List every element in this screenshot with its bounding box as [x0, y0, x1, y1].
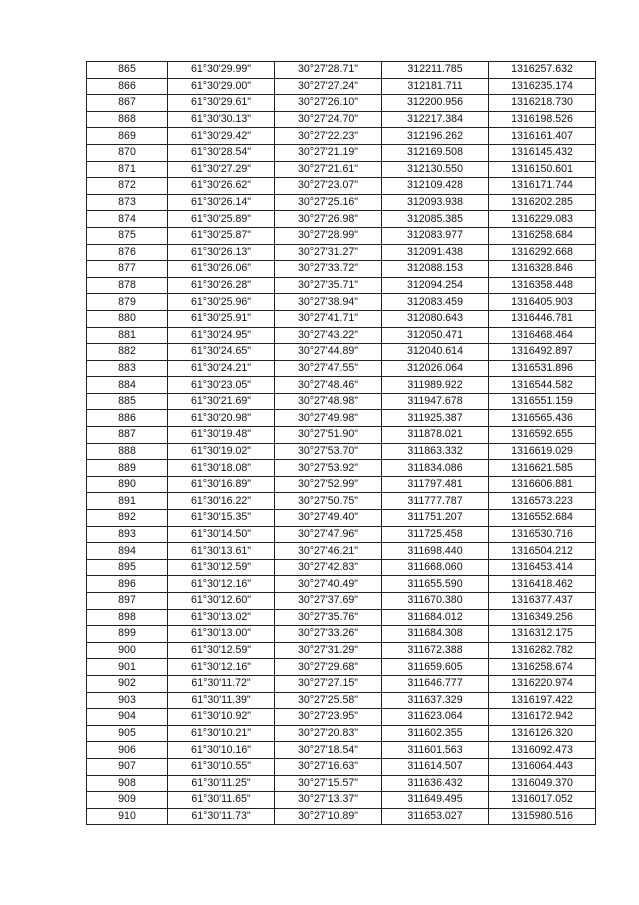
point-number-cell: 874 — [87, 211, 168, 228]
longitude-cell: 30°27'48.98" — [275, 393, 382, 410]
point-number-cell: 876 — [87, 244, 168, 261]
point-number-cell: 902 — [87, 675, 168, 692]
latitude-cell: 61°30'21.69" — [168, 393, 275, 410]
point-number-cell: 891 — [87, 493, 168, 510]
latitude-cell: 61°30'12.59" — [168, 559, 275, 576]
latitude-cell: 61°30'11.65" — [168, 792, 275, 809]
longitude-cell: 30°27'43.22" — [275, 327, 382, 344]
latitude-cell: 61°30'26.13" — [168, 244, 275, 261]
x-coordinate-cell: 312200.956 — [382, 95, 489, 112]
point-number-cell: 865 — [87, 62, 168, 79]
y-coordinate-cell: 1316257.632 — [489, 62, 596, 79]
x-coordinate-cell: 311947.678 — [382, 393, 489, 410]
y-coordinate-cell: 1316292.668 — [489, 244, 596, 261]
point-number-cell: 893 — [87, 526, 168, 543]
table-row — [87, 227, 596, 244]
longitude-cell: 30°27'38.94" — [275, 294, 382, 311]
y-coordinate-cell: 1316126.320 — [489, 725, 596, 742]
y-coordinate-cell: 1316530.716 — [489, 526, 596, 543]
x-coordinate-cell: 312094.254 — [382, 277, 489, 294]
longitude-cell: 30°27'13.37" — [275, 792, 382, 809]
longitude-cell: 30°27'48.46" — [275, 377, 382, 394]
y-coordinate-cell: 1316171.744 — [489, 178, 596, 195]
longitude-cell: 30°27'33.72" — [275, 261, 382, 278]
latitude-cell: 61°30'16.89" — [168, 476, 275, 493]
y-coordinate-cell: 1316235.174 — [489, 78, 596, 95]
point-number-cell: 873 — [87, 194, 168, 211]
latitude-cell: 61°30'29.61" — [168, 95, 275, 112]
y-coordinate-cell: 1316531.896 — [489, 360, 596, 377]
table-row — [87, 344, 596, 361]
y-coordinate-cell: 1316358.448 — [489, 277, 596, 294]
latitude-cell: 61°30'12.59" — [168, 642, 275, 659]
point-number-cell: 867 — [87, 95, 168, 112]
x-coordinate-cell: 311649.495 — [382, 792, 489, 809]
latitude-cell: 61°30'29.42" — [168, 128, 275, 145]
longitude-cell: 30°27'21.61" — [275, 161, 382, 178]
longitude-cell: 30°27'26.98" — [275, 211, 382, 228]
latitude-cell: 61°30'15.35" — [168, 510, 275, 527]
longitude-cell: 30°27'51.90" — [275, 427, 382, 444]
x-coordinate-cell: 312091.438 — [382, 244, 489, 261]
latitude-cell: 61°30'13.02" — [168, 609, 275, 626]
longitude-cell: 30°27'41.71" — [275, 310, 382, 327]
table-row — [87, 510, 596, 527]
point-number-cell: 895 — [87, 559, 168, 576]
x-coordinate-cell: 312050.471 — [382, 327, 489, 344]
table-row — [87, 393, 596, 410]
y-coordinate-cell: 1316453.414 — [489, 559, 596, 576]
latitude-cell: 61°30'10.55" — [168, 758, 275, 775]
table-row — [87, 360, 596, 377]
point-number-cell: 909 — [87, 792, 168, 809]
x-coordinate-cell: 311684.308 — [382, 626, 489, 643]
table-row — [87, 244, 596, 261]
y-coordinate-cell: 1316544.582 — [489, 377, 596, 394]
longitude-cell: 30°27'16.63" — [275, 758, 382, 775]
point-number-cell: 875 — [87, 227, 168, 244]
point-number-cell: 907 — [87, 758, 168, 775]
latitude-cell: 61°30'14.50" — [168, 526, 275, 543]
latitude-cell: 61°30'26.06" — [168, 261, 275, 278]
latitude-cell: 61°30'24.95" — [168, 327, 275, 344]
point-number-cell: 905 — [87, 725, 168, 742]
longitude-cell: 30°27'33.26" — [275, 626, 382, 643]
x-coordinate-cell: 311777.787 — [382, 493, 489, 510]
table-row — [87, 526, 596, 543]
point-number-cell: 903 — [87, 692, 168, 709]
latitude-cell: 61°30'18.08" — [168, 460, 275, 477]
table-row — [87, 410, 596, 427]
point-number-cell: 878 — [87, 277, 168, 294]
x-coordinate-cell: 312085.385 — [382, 211, 489, 228]
x-coordinate-cell: 312040.614 — [382, 344, 489, 361]
latitude-cell: 61°30'19.48" — [168, 427, 275, 444]
point-number-cell: 886 — [87, 410, 168, 427]
x-coordinate-cell: 311614.507 — [382, 758, 489, 775]
table-row — [87, 559, 596, 576]
x-coordinate-cell: 311751.207 — [382, 510, 489, 527]
x-coordinate-cell: 311989.922 — [382, 377, 489, 394]
coordinates-table — [86, 61, 596, 825]
latitude-cell: 61°30'10.16" — [168, 742, 275, 759]
y-coordinate-cell: 1316446.781 — [489, 310, 596, 327]
longitude-cell: 30°27'44.89" — [275, 344, 382, 361]
point-number-cell: 870 — [87, 144, 168, 161]
y-coordinate-cell: 1316405.903 — [489, 294, 596, 311]
latitude-cell: 61°30'20.98" — [168, 410, 275, 427]
table-row — [87, 128, 596, 145]
longitude-cell: 30°27'49.98" — [275, 410, 382, 427]
y-coordinate-cell: 1316349.256 — [489, 609, 596, 626]
table-row — [87, 443, 596, 460]
longitude-cell: 30°27'21.19" — [275, 144, 382, 161]
x-coordinate-cell: 311684.012 — [382, 609, 489, 626]
y-coordinate-cell: 1316161.407 — [489, 128, 596, 145]
table-row — [87, 78, 596, 95]
x-coordinate-cell: 312088.153 — [382, 261, 489, 278]
longitude-cell: 30°27'50.75" — [275, 493, 382, 510]
point-number-cell: 889 — [87, 460, 168, 477]
point-number-cell: 872 — [87, 178, 168, 195]
y-coordinate-cell: 1316198.526 — [489, 111, 596, 128]
latitude-cell: 61°30'10.21" — [168, 725, 275, 742]
x-coordinate-cell: 311834.086 — [382, 460, 489, 477]
y-coordinate-cell: 1316197.422 — [489, 692, 596, 709]
point-number-cell: 871 — [87, 161, 168, 178]
table-row — [87, 62, 596, 79]
table-row — [87, 692, 596, 709]
table-row — [87, 144, 596, 161]
table-row — [87, 775, 596, 792]
y-coordinate-cell: 1316064.443 — [489, 758, 596, 775]
y-coordinate-cell: 1316619.029 — [489, 443, 596, 460]
longitude-cell: 30°27'27.15" — [275, 675, 382, 692]
x-coordinate-cell: 311668.060 — [382, 559, 489, 576]
table-row — [87, 178, 596, 195]
table-row — [87, 460, 596, 477]
y-coordinate-cell: 1316172.942 — [489, 709, 596, 726]
x-coordinate-cell: 312211.785 — [382, 62, 489, 79]
x-coordinate-cell: 312196.262 — [382, 128, 489, 145]
longitude-cell: 30°27'49.40" — [275, 510, 382, 527]
y-coordinate-cell: 1316552.684 — [489, 510, 596, 527]
y-coordinate-cell: 1316229.083 — [489, 211, 596, 228]
point-number-cell: 879 — [87, 294, 168, 311]
longitude-cell: 30°27'26.10" — [275, 95, 382, 112]
point-number-cell: 881 — [87, 327, 168, 344]
y-coordinate-cell: 1316504.212 — [489, 543, 596, 560]
y-coordinate-cell: 1316150.601 — [489, 161, 596, 178]
point-number-cell: 877 — [87, 261, 168, 278]
latitude-cell: 61°30'13.61" — [168, 543, 275, 560]
point-number-cell: 892 — [87, 510, 168, 527]
y-coordinate-cell: 1316606.881 — [489, 476, 596, 493]
table-row — [87, 792, 596, 809]
latitude-cell: 61°30'10.92" — [168, 709, 275, 726]
table-row — [87, 194, 596, 211]
y-coordinate-cell: 1316418.462 — [489, 576, 596, 593]
longitude-cell: 30°27'25.16" — [275, 194, 382, 211]
longitude-cell: 30°27'42.83" — [275, 559, 382, 576]
point-number-cell: 887 — [87, 427, 168, 444]
x-coordinate-cell: 311672.388 — [382, 642, 489, 659]
point-number-cell: 868 — [87, 111, 168, 128]
x-coordinate-cell: 311725.458 — [382, 526, 489, 543]
x-coordinate-cell: 311637.329 — [382, 692, 489, 709]
x-coordinate-cell: 311797.481 — [382, 476, 489, 493]
latitude-cell: 61°30'11.25" — [168, 775, 275, 792]
longitude-cell: 30°27'53.70" — [275, 443, 382, 460]
y-coordinate-cell: 1316092.473 — [489, 742, 596, 759]
table-row — [87, 111, 596, 128]
y-coordinate-cell: 1316328.846 — [489, 261, 596, 278]
x-coordinate-cell: 311602.355 — [382, 725, 489, 742]
point-number-cell: 885 — [87, 393, 168, 410]
table-row — [87, 593, 596, 610]
table-row — [87, 277, 596, 294]
point-number-cell: 890 — [87, 476, 168, 493]
longitude-cell: 30°27'52.99" — [275, 476, 382, 493]
table-row — [87, 543, 596, 560]
point-number-cell: 897 — [87, 593, 168, 610]
y-coordinate-cell: 1316468.464 — [489, 327, 596, 344]
longitude-cell: 30°27'20.83" — [275, 725, 382, 742]
point-number-cell: 904 — [87, 709, 168, 726]
table-row — [87, 476, 596, 493]
y-coordinate-cell: 1316492.897 — [489, 344, 596, 361]
y-coordinate-cell: 1316218.730 — [489, 95, 596, 112]
latitude-cell: 61°30'24.21" — [168, 360, 275, 377]
longitude-cell: 30°27'47.55" — [275, 360, 382, 377]
longitude-cell: 30°27'22.23" — [275, 128, 382, 145]
table-row — [87, 327, 596, 344]
point-number-cell: 880 — [87, 310, 168, 327]
table-row — [87, 95, 596, 112]
table-row — [87, 626, 596, 643]
y-coordinate-cell: 1316202.285 — [489, 194, 596, 211]
y-coordinate-cell: 1316621.585 — [489, 460, 596, 477]
table-row — [87, 659, 596, 676]
longitude-cell: 30°27'24.70" — [275, 111, 382, 128]
x-coordinate-cell: 312083.977 — [382, 227, 489, 244]
point-number-cell: 908 — [87, 775, 168, 792]
latitude-cell: 61°30'29.99" — [168, 62, 275, 79]
longitude-cell: 30°27'28.71" — [275, 62, 382, 79]
y-coordinate-cell: 1316377.437 — [489, 593, 596, 610]
x-coordinate-cell: 312130.550 — [382, 161, 489, 178]
y-coordinate-cell: 1316551.159 — [489, 393, 596, 410]
table-row — [87, 642, 596, 659]
latitude-cell: 61°30'29.00" — [168, 78, 275, 95]
table-row — [87, 758, 596, 775]
latitude-cell: 61°30'12.16" — [168, 659, 275, 676]
table-row — [87, 310, 596, 327]
latitude-cell: 61°30'11.73" — [168, 808, 275, 825]
longitude-cell: 30°27'29.68" — [275, 659, 382, 676]
x-coordinate-cell: 311659.605 — [382, 659, 489, 676]
x-coordinate-cell: 311670.380 — [382, 593, 489, 610]
x-coordinate-cell: 311698.440 — [382, 543, 489, 560]
latitude-cell: 61°30'25.91" — [168, 310, 275, 327]
longitude-cell: 30°27'47.96" — [275, 526, 382, 543]
longitude-cell: 30°27'15.57" — [275, 775, 382, 792]
x-coordinate-cell: 312169.508 — [382, 144, 489, 161]
x-coordinate-cell: 312080.643 — [382, 310, 489, 327]
longitude-cell: 30°27'28.99" — [275, 227, 382, 244]
x-coordinate-cell: 311636.432 — [382, 775, 489, 792]
point-number-cell: 882 — [87, 344, 168, 361]
point-number-cell: 899 — [87, 626, 168, 643]
table-row — [87, 261, 596, 278]
point-number-cell: 906 — [87, 742, 168, 759]
longitude-cell: 30°27'18.54" — [275, 742, 382, 759]
y-coordinate-cell: 1316573.223 — [489, 493, 596, 510]
longitude-cell: 30°27'31.29" — [275, 642, 382, 659]
longitude-cell: 30°27'40.49" — [275, 576, 382, 593]
longitude-cell: 30°27'46.21" — [275, 543, 382, 560]
x-coordinate-cell: 311878.021 — [382, 427, 489, 444]
point-number-cell: 884 — [87, 377, 168, 394]
table-row — [87, 725, 596, 742]
longitude-cell: 30°27'27.24" — [275, 78, 382, 95]
table-row — [87, 742, 596, 759]
longitude-cell: 30°27'35.76" — [275, 609, 382, 626]
x-coordinate-cell: 311623.064 — [382, 709, 489, 726]
y-coordinate-cell: 1316592.655 — [489, 427, 596, 444]
x-coordinate-cell: 312109.428 — [382, 178, 489, 195]
point-number-cell: 883 — [87, 360, 168, 377]
point-number-cell: 866 — [87, 78, 168, 95]
longitude-cell: 30°27'35.71" — [275, 277, 382, 294]
latitude-cell: 61°30'25.96" — [168, 294, 275, 311]
longitude-cell: 30°27'10.89" — [275, 808, 382, 825]
table-row — [87, 161, 596, 178]
point-number-cell: 901 — [87, 659, 168, 676]
latitude-cell: 61°30'30.13" — [168, 111, 275, 128]
point-number-cell: 900 — [87, 642, 168, 659]
x-coordinate-cell: 311601.563 — [382, 742, 489, 759]
table-row — [87, 377, 596, 394]
table-row — [87, 808, 596, 825]
longitude-cell: 30°27'25.58" — [275, 692, 382, 709]
x-coordinate-cell: 312093.938 — [382, 194, 489, 211]
y-coordinate-cell: 1316565.436 — [489, 410, 596, 427]
latitude-cell: 61°30'19.02" — [168, 443, 275, 460]
longitude-cell: 30°27'23.95" — [275, 709, 382, 726]
latitude-cell: 61°30'23.05" — [168, 377, 275, 394]
x-coordinate-cell: 312083.459 — [382, 294, 489, 311]
latitude-cell: 61°30'27.29" — [168, 161, 275, 178]
table-row — [87, 709, 596, 726]
latitude-cell: 61°30'26.62" — [168, 178, 275, 195]
latitude-cell: 61°30'25.89" — [168, 211, 275, 228]
table-row — [87, 576, 596, 593]
longitude-cell: 30°27'53.92" — [275, 460, 382, 477]
point-number-cell: 888 — [87, 443, 168, 460]
table-row — [87, 609, 596, 626]
latitude-cell: 61°30'12.16" — [168, 576, 275, 593]
latitude-cell: 61°30'28.54" — [168, 144, 275, 161]
point-number-cell: 869 — [87, 128, 168, 145]
y-coordinate-cell: 1316220.974 — [489, 675, 596, 692]
x-coordinate-cell: 311646.777 — [382, 675, 489, 692]
table-row — [87, 211, 596, 228]
latitude-cell: 61°30'24.65" — [168, 344, 275, 361]
table-row — [87, 294, 596, 311]
x-coordinate-cell: 311653.027 — [382, 808, 489, 825]
point-number-cell: 910 — [87, 808, 168, 825]
y-coordinate-cell: 1316258.684 — [489, 227, 596, 244]
latitude-cell: 61°30'12.60" — [168, 593, 275, 610]
coordinates-table-body — [87, 62, 596, 825]
y-coordinate-cell: 1316282.782 — [489, 642, 596, 659]
point-number-cell: 896 — [87, 576, 168, 593]
y-coordinate-cell: 1316312.175 — [489, 626, 596, 643]
table-row — [87, 675, 596, 692]
latitude-cell: 61°30'16.22" — [168, 493, 275, 510]
x-coordinate-cell: 312026.064 — [382, 360, 489, 377]
longitude-cell: 30°27'31.27" — [275, 244, 382, 261]
x-coordinate-cell: 312181.711 — [382, 78, 489, 95]
latitude-cell: 61°30'11.39" — [168, 692, 275, 709]
y-coordinate-cell: 1315980.516 — [489, 808, 596, 825]
y-coordinate-cell: 1316017.052 — [489, 792, 596, 809]
point-number-cell: 898 — [87, 609, 168, 626]
latitude-cell: 61°30'11.72" — [168, 675, 275, 692]
x-coordinate-cell: 311863.332 — [382, 443, 489, 460]
latitude-cell: 61°30'25.87" — [168, 227, 275, 244]
y-coordinate-cell: 1316049.370 — [489, 775, 596, 792]
longitude-cell: 30°27'37.69" — [275, 593, 382, 610]
table-row — [87, 427, 596, 444]
y-coordinate-cell: 1316145.432 — [489, 144, 596, 161]
point-number-cell: 894 — [87, 543, 168, 560]
longitude-cell: 30°27'23.07" — [275, 178, 382, 195]
x-coordinate-cell: 312217.384 — [382, 111, 489, 128]
latitude-cell: 61°30'26.14" — [168, 194, 275, 211]
x-coordinate-cell: 311925.387 — [382, 410, 489, 427]
y-coordinate-cell: 1316258.674 — [489, 659, 596, 676]
latitude-cell: 61°30'13.00" — [168, 626, 275, 643]
table-row — [87, 493, 596, 510]
x-coordinate-cell: 311655.590 — [382, 576, 489, 593]
latitude-cell: 61°30'26.28" — [168, 277, 275, 294]
